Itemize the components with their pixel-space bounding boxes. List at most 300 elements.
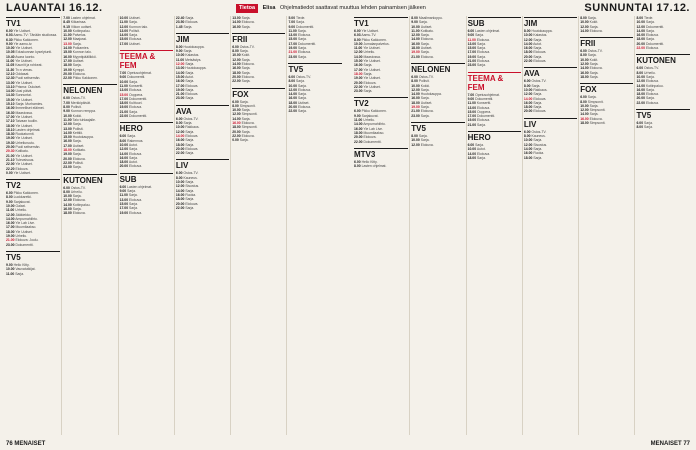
listing-column (466, 16, 522, 435)
program-time: 15.00 (467, 109, 477, 114)
program-title: Ostos-TV. (183, 171, 199, 176)
program-title: Sarja. (129, 109, 138, 114)
program-time: 12.00 (523, 92, 533, 97)
program-title: Poikamies. (72, 46, 90, 51)
program-title: Elokuva. (477, 151, 491, 156)
program-time: 17.00 (119, 96, 129, 101)
program-title: Elokuva. (477, 59, 491, 64)
program-time: 21.00 (467, 122, 477, 127)
program-title: Sarja. (533, 146, 543, 151)
program-title: Ostos-TV. (418, 74, 434, 79)
program-time: 10.00 (636, 20, 645, 25)
program-title: Maastossa. (15, 110, 33, 115)
program-title: Opetusohjelmat. (475, 92, 500, 97)
info-text: Ohjelmatiedot saattavat muuttua lehden painamisen jälkeen (280, 5, 426, 11)
program-title: Elokuva. (185, 201, 199, 206)
program-time: 8.00 (119, 138, 127, 143)
program-time: 6.00 (523, 129, 531, 134)
program-time: 11.00 (175, 57, 185, 62)
program-time: 16.00 (523, 100, 533, 105)
listing-column (634, 16, 690, 435)
program-time: 7.00 (63, 100, 70, 105)
listing-column (409, 16, 465, 435)
program-title: Sarja. (239, 49, 249, 54)
program-time: 12.00 (232, 112, 241, 117)
program-time: 20.00 (119, 164, 129, 169)
channel-heading: FOX (232, 88, 285, 99)
program-time: 19.00 (6, 136, 15, 141)
program-time: 7.00 (119, 71, 127, 76)
program-time: 12.00 (636, 79, 645, 84)
program-title: Kokit. (241, 53, 251, 58)
program-time: 19.30 (6, 140, 15, 145)
program-title: Kotiinpaluu. (645, 83, 664, 88)
program-title: Sarja. (420, 105, 430, 110)
program-time: 10.00 (63, 28, 72, 33)
program-title: Sarja. (72, 122, 82, 127)
program-title: Yle Uutiset. (363, 76, 381, 81)
program-time: 20.30 (6, 149, 15, 154)
program-title: Oddasat. (15, 71, 30, 76)
listing-column (353, 16, 409, 435)
program-time: 17.00 (119, 41, 129, 46)
program-time: 10.40 (6, 54, 15, 59)
program-time: 13.00 (232, 16, 241, 20)
program-title: Elokuva. (129, 105, 143, 110)
program-time: 19.00 (6, 234, 15, 239)
listing-column (230, 16, 286, 435)
program-time: 20.00 (175, 201, 185, 206)
program-time: 6.00 (580, 49, 587, 54)
program-time: 11.00 (411, 28, 420, 33)
program-time: 22.00 (354, 84, 363, 89)
program-title: Sarja. (297, 37, 307, 42)
channel-heading: TV5 (6, 251, 60, 262)
program-title: Yle Uutiset. (15, 46, 33, 51)
program-time: 14.00 (354, 54, 363, 59)
program-title: Aamu-TV. (361, 33, 377, 38)
program-time: 10.00 (411, 24, 420, 29)
program-time: 6.00 (119, 134, 127, 139)
program-time: 22.20 (6, 166, 15, 171)
program-time: 10.00 (119, 142, 129, 147)
program-time: 8.00 (232, 49, 239, 54)
program-time: 18.00 (411, 100, 420, 105)
program-title: Sarja. (185, 142, 195, 147)
program-title: Sarja. (127, 189, 137, 194)
program-time: 9.00 (6, 262, 13, 267)
program-time: 22.00 (175, 205, 185, 210)
program-title: Sarja. (418, 133, 428, 138)
program-time: 10.00 (580, 20, 589, 25)
program-time: 16.00 (354, 126, 363, 131)
program-title: Sarja. (129, 79, 138, 84)
program-time: 10.00 (232, 53, 241, 58)
spacer (232, 29, 285, 32)
program-time: 14.00 (636, 28, 645, 33)
program-time: 16.00 (119, 155, 129, 160)
program-title: Sarjakuvat. (13, 199, 31, 204)
program-title: Kotikatu. (420, 28, 434, 33)
program-title: Sarja. (363, 63, 373, 68)
program-title: Kalastus. (185, 53, 200, 58)
program-title: Tiede. (295, 16, 306, 20)
program-title: Sarja. (363, 71, 373, 76)
program-time: 22.00 (63, 76, 72, 81)
program-title: Sarja. (533, 37, 543, 42)
program-time: 19.00 (467, 118, 477, 123)
program-title: Lasten ohjelmat. (15, 127, 41, 132)
program-time: 17.00 (63, 143, 72, 148)
program-time: 13.00 (467, 105, 477, 110)
program-time: 10.00 (175, 125, 185, 130)
program-title: Sarja. (297, 92, 307, 97)
program-entry (468, 156, 521, 160)
program-title: Autot. (476, 147, 486, 152)
program-title: Elokuva. (297, 50, 311, 55)
program-title: Kalastus. (533, 33, 548, 38)
program-title: Elokuva. (645, 92, 659, 97)
program-title: Sarja. (241, 129, 251, 134)
program-time: 14.00 (580, 66, 589, 71)
program-time: 16.00 (232, 121, 241, 126)
program-time: 10.00 (175, 53, 185, 58)
spacer (354, 93, 408, 96)
program-time: 18.00 (232, 70, 241, 75)
program-time: 18.00 (523, 155, 533, 160)
program-time: 10.00 (580, 103, 589, 108)
program-entry (524, 156, 577, 160)
program-title: Kulttuuri. (129, 101, 143, 106)
program-time: 9.00 (6, 41, 13, 46)
program-time: 16.00 (6, 106, 15, 111)
spacer (411, 118, 464, 121)
program-time: 23.50 (175, 20, 185, 25)
program-title: Sarja. (420, 96, 430, 101)
program-time: 11.00 (119, 193, 128, 198)
program-title: Pikku Kakkonen. (361, 109, 387, 114)
program-time: 12.10 (6, 71, 15, 76)
program-title: Sarja. (185, 205, 195, 210)
program-time: 13.00 (119, 88, 129, 93)
program-title: Elokuva: Joulu. (15, 238, 39, 243)
program-time: 12.00 (411, 87, 420, 92)
program-title: Sarja. (185, 129, 195, 134)
program-time: 14.00 (636, 83, 645, 88)
program-title: Yle Uutiset. (15, 136, 33, 141)
program-time: 12.00 (636, 24, 645, 29)
channel-heading: FOX (580, 83, 633, 94)
program-time: 6.00 (6, 191, 13, 196)
program-time: 6.00 (63, 185, 70, 190)
page-header (0, 0, 696, 16)
program-title: Autot. (533, 41, 543, 46)
program-time: 13.00 (63, 126, 72, 131)
program-title: Sarja. (129, 33, 138, 38)
program-title: Sarja. (587, 95, 597, 100)
program-time: 6.00 (636, 66, 644, 71)
program-time: 6.00 (232, 44, 239, 49)
program-time: 10.00 (288, 83, 297, 88)
channel-heading: TV2 (6, 179, 60, 190)
program-title: Kokki. (420, 83, 430, 88)
program-title: Sarja. (477, 41, 486, 46)
program-title: Elokuva. (420, 109, 434, 114)
program-time: 13.10 (6, 84, 15, 89)
program-title: Sarja. (420, 33, 430, 38)
program-time: 16.00 (636, 33, 645, 38)
program-title: Autot. (128, 142, 138, 147)
channel-heading: TEEMA & FEM (468, 72, 521, 92)
program-title: Sarja. (297, 46, 307, 51)
program-title: Sarja. (587, 53, 597, 58)
program-title: Yle Uutiset. (15, 114, 33, 119)
program-title: Yle aamu-tv. (13, 41, 33, 46)
program-entry (288, 109, 341, 113)
program-time: 18.00 (6, 229, 15, 234)
program-time: 12.00 (580, 108, 589, 113)
program-time: 18.00 (63, 63, 72, 68)
program-title: Huutokauppa. (72, 135, 94, 140)
program-title: Aamu-TV: Tänään studiossa. (13, 33, 58, 38)
program-time: 18.00 (232, 125, 241, 130)
program-title: Sarja. (589, 62, 599, 67)
program-title: Yle Lab Live. (15, 221, 35, 226)
spacer (524, 63, 577, 66)
program-title: Rakkaus. (185, 125, 200, 130)
program-title: Muumilaakso. (15, 225, 37, 230)
program-title: Sarja. (241, 24, 251, 29)
program-title: Sarja. (418, 20, 428, 25)
program-time: 14.00 (232, 62, 241, 67)
program-time: 23.00 (467, 63, 477, 68)
program-time: 14.30 (6, 93, 15, 98)
program-title: Simpsonit. (589, 121, 606, 126)
program-time: 9.00 (411, 20, 418, 25)
program-time: 10.00 (6, 46, 15, 51)
program-title: Sarja. (477, 46, 486, 51)
program-time: 14.00 (523, 41, 533, 46)
program-title: Elokuva. (241, 62, 255, 67)
spacer (120, 169, 173, 172)
program-title: Ostos-TV. (239, 44, 255, 49)
right-page-number: MENAISET 77 (650, 441, 690, 447)
program-time: 19.00 (119, 105, 129, 110)
program-title: Sarja. (297, 83, 307, 88)
program-time: 18.00 (119, 160, 129, 165)
program-title: Sarja. (297, 28, 307, 33)
program-time: 8.00 (411, 133, 418, 138)
program-time: 15.00 (119, 92, 129, 97)
program-title: Sarja. (420, 87, 430, 92)
program-time: 21.10 (6, 157, 15, 162)
program-title: Tiede. (643, 16, 654, 20)
program-time: 22.00 (6, 162, 15, 167)
program-title: Urheilu. (363, 118, 375, 123)
program-title: Jumalanpalvelus. (363, 41, 390, 46)
program-time: 5.00 (288, 16, 296, 20)
program-title: Kauneus. (531, 134, 546, 139)
program-time: 15.00 (175, 74, 185, 79)
program-time: 22.00 (119, 114, 129, 119)
program-time: 11.00 (119, 83, 128, 88)
program-title: Poliisit. (72, 160, 84, 165)
channel-heading: KUTONEN (63, 174, 116, 185)
program-time: 23.00 (6, 242, 15, 247)
program-title: Sarja. (185, 96, 195, 101)
program-time: 23.00 (175, 96, 185, 101)
program-title: Sarja. (533, 46, 543, 51)
program-time: 6.00 (354, 29, 361, 33)
program-time: 10.00 (636, 74, 645, 79)
program-time: 17.00 (175, 83, 185, 88)
program-time: 8.00 (175, 44, 183, 49)
program-title: Elokuva. (645, 33, 659, 38)
program-time: 21.00 (411, 54, 420, 59)
program-time: 6.00 (175, 171, 183, 176)
program-time: 13.00 (467, 41, 477, 46)
program-time: 12.30 (6, 76, 15, 81)
program-title: Dokumentti. (296, 24, 315, 29)
program-time: 14.00 (175, 70, 185, 75)
program-title: Metsästys. (185, 57, 202, 62)
program-time: 9.00 (288, 24, 296, 29)
program-time: 10.00 (523, 87, 533, 92)
program-time: 19.00 (175, 87, 185, 92)
program-title: Talo tuhlaajalle. (72, 117, 96, 122)
program-time: 11.00 (63, 117, 72, 122)
program-title: Simpsonit. (239, 103, 256, 108)
program-time: 16.00 (354, 63, 363, 68)
program-title: Lasten ohjelmat. (70, 16, 96, 20)
program-title: Sarja. (475, 143, 485, 148)
program-title: Elokuva. (241, 133, 255, 138)
program-title: Rakennus. (127, 138, 144, 143)
program-time: 9.00 (6, 199, 13, 204)
program-time: 8.45 (63, 20, 70, 25)
program-time: 17.00 (354, 67, 363, 72)
program-time: 14.00 (119, 151, 129, 156)
program-time: 22.00 (636, 100, 645, 105)
program-time: 18.00 (63, 148, 72, 153)
program-title: Elokuva. (129, 37, 143, 42)
program-time: 9.00 (119, 75, 127, 80)
program-time: 12.00 (411, 142, 420, 147)
program-time: 21.00 (6, 153, 15, 158)
program-title: Huutokauppa. (185, 66, 207, 71)
program-entry (63, 211, 116, 215)
program-title: Simpsonit. (241, 125, 258, 130)
program-time: 15.10 (6, 102, 15, 107)
program-time: 8.00 (354, 164, 361, 169)
program-title: Uutiset. (420, 100, 433, 105)
program-title: Urheilu. (15, 234, 28, 239)
program-time: 21.00 (175, 92, 185, 97)
program-title: Sarja. (185, 62, 195, 67)
program-title: Elokuva. (241, 20, 255, 25)
program-time: 6.00 (354, 109, 361, 114)
program-time: 18.00 (636, 92, 645, 97)
program-time: 12.00 (63, 37, 72, 42)
program-title: Uusi päivä. (15, 89, 33, 94)
program-title: Sarja. (185, 138, 195, 143)
program-title: Sarja. (477, 54, 486, 59)
channel-heading: AVA (176, 105, 229, 116)
program-title: Elokuva. (476, 37, 490, 42)
program-title: Elokuva. (297, 87, 311, 92)
program-title: Elokuva. (185, 92, 199, 97)
program-time: 11.00 (6, 59, 15, 64)
program-time: 14.00 (354, 122, 363, 127)
program-title: Uutiset. (297, 100, 310, 105)
program-title: Elokuva. (129, 88, 143, 93)
program-title: Elokuva. (129, 151, 143, 156)
program-time: 19.00 (119, 210, 129, 215)
program-title: Muumilaakso. (363, 130, 385, 135)
program-time: 20.00 (232, 129, 241, 134)
spacer (636, 50, 689, 53)
program-title: Elokuva. (477, 50, 491, 55)
program-time: 22.00 (523, 59, 533, 64)
listing-column (61, 16, 117, 435)
program-title: Uutiset. (72, 143, 85, 148)
program-time: 21.00 (119, 109, 129, 114)
listing-column (578, 16, 634, 435)
program-title: Sarja. (533, 155, 543, 160)
program-title: Yle Uutiset. (13, 170, 31, 175)
spacer (580, 33, 633, 36)
program-time: 22.00 (63, 160, 72, 165)
program-time: 20.00 (175, 146, 185, 151)
program-title: Sarja. (72, 206, 82, 211)
program-title: Maastossa. (363, 54, 381, 59)
program-time: 14.00 (63, 202, 72, 207)
program-title: Puoli seitsemän. (15, 145, 41, 150)
program-title: Sarja. (475, 33, 485, 38)
program-time: 19.00 (411, 50, 420, 55)
program-title: Ruokatunnit. (15, 132, 35, 137)
program-time: 18.00 (175, 142, 185, 147)
program-title: Huutokauppa. (183, 44, 205, 49)
program-time: 12.00 (580, 24, 589, 29)
program-title: Elokuva. (589, 28, 603, 33)
program-title: Yle Uutiset. (13, 29, 31, 33)
program-time: 9.00 (467, 96, 475, 101)
program-time: 10.00 (354, 41, 363, 46)
channel-heading: HERO (120, 122, 173, 133)
program-time: 6.00 (467, 29, 475, 33)
program-title: Sarja. (533, 100, 543, 105)
program-time: 14.00 (580, 112, 589, 117)
program-time: 1.45 (175, 24, 183, 29)
program-title: Elokuva. (589, 116, 603, 121)
program-time: 18.00 (580, 121, 589, 126)
spacer (468, 68, 521, 71)
program-title: Urheiluruutu. (15, 140, 35, 145)
program-title: Pikku Kakkonen. (13, 37, 39, 42)
program-title: Sarja. (241, 57, 251, 62)
program-entry (411, 143, 464, 147)
program-time: 8.00 (523, 134, 531, 139)
program-time: 11.30 (6, 67, 15, 72)
spacer (176, 155, 229, 158)
program-title: Sarja. (645, 37, 655, 42)
program-title: Sarja. (185, 197, 195, 202)
program-title: Sarja. (533, 105, 543, 110)
program-title: Sarja. (644, 121, 653, 126)
program-title: Dokumentti. (477, 114, 496, 119)
program-title: Uutiset. (129, 41, 141, 46)
